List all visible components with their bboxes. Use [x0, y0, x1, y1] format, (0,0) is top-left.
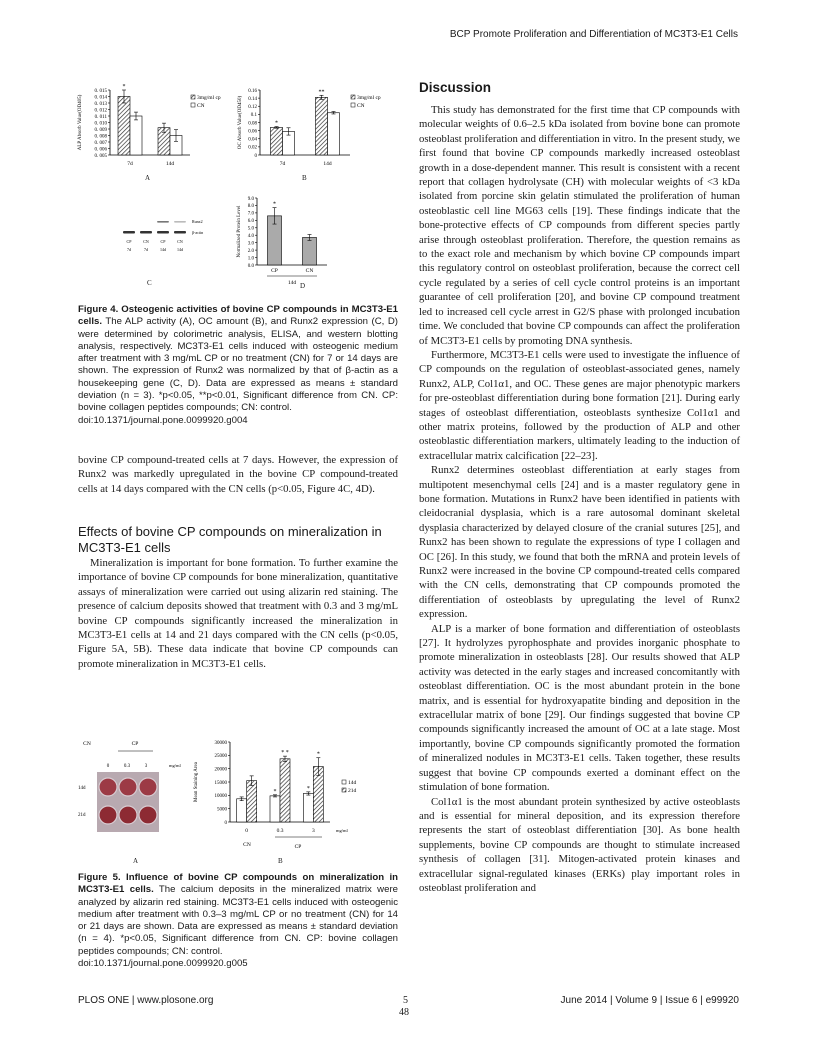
legend-label: 3mg/ml cp — [197, 95, 221, 101]
footer-journal[interactable]: PLOS ONE | www.plosone.org — [78, 995, 214, 1006]
lane-label: CP — [126, 239, 132, 244]
significance-marker: ** — [318, 89, 325, 96]
blot-band — [140, 231, 152, 234]
dose-label: 3 — [144, 764, 148, 769]
blot-band — [123, 231, 135, 234]
paragraph: Mineralization is important for bone formation. To further examine the importance of bovine CP compounds for bone mineralization, quantitative assays of mineralization were carried out using alizarin red staining. The presence of calcium deposits showed that treatment with 0.3 and 3 mg/mL bovine CP compounds significantly increased the mineralization in MC3T3-E1 cells at 14 and 21 days compared with the CN cells (p<0.05, Figure 5A, 5B). These data indicate that bovine CP compounds can promote mineralization in MC3T3-E1 cells. — [78, 557, 398, 670]
y-axis-label: Mean Staining Area — [194, 762, 199, 802]
page-stamp: 48 — [399, 1007, 409, 1018]
legend-label: 21d — [348, 788, 357, 794]
legend-label: 3mg/ml cp — [357, 95, 381, 101]
caption-text: The calcium deposits in the mineralized matrix were analyzed by alizarin red staining. MC3T3-E1 cells induced with osteogenic medium after treatment with 0.3–3 mg/mL CP or no treatment (CN) for 14 or 21 days are shown. Data are expressed as means ± standard deviation (n = 4). *p<0.05, Significant difference from CN. CP: bovine collagen peptides compounds; CN: control. — [78, 884, 398, 957]
y-tick-label: 20000 — [214, 767, 227, 773]
dose-label: 0 — [106, 764, 110, 769]
y-tick-label: 5.0 — [247, 226, 254, 232]
y-tick-label: 0.12 — [248, 105, 257, 111]
significance-marker: * — [273, 201, 276, 208]
lane-time: 14d — [160, 247, 166, 252]
panel-label-b: B — [278, 857, 283, 865]
footer-issue: June 2014 | Volume 9 | Issue 6 | e99920 — [560, 995, 739, 1006]
legend-label: CN — [197, 103, 205, 109]
bar — [316, 97, 328, 155]
y-tick-label: 4.0 — [247, 234, 254, 240]
y-tick-label: 0 — [254, 153, 257, 159]
y-tick-label: 25000 — [214, 754, 227, 760]
lane-label: CN — [143, 239, 149, 244]
significance-marker: * — [275, 120, 278, 127]
y-tick-label: 0. 005 — [94, 153, 107, 159]
lane-time: 7d — [127, 247, 131, 252]
x-tick-label: 0.3 — [276, 828, 284, 834]
page-number: 5 — [403, 995, 408, 1006]
bar — [130, 116, 142, 155]
legend-swatch — [191, 95, 195, 99]
x-tick-label: CN — [305, 268, 314, 274]
section-heading: Effects of bovine CP compounds on mineralization in MC3T3-E1 cells — [78, 524, 382, 555]
bar — [303, 793, 313, 822]
y-tick-label: 0. 006 — [94, 147, 107, 153]
unit-label: mg/ml — [336, 828, 348, 833]
band-label: β-actin — [192, 230, 204, 235]
blot-band — [157, 231, 169, 234]
bar — [237, 799, 247, 822]
y-tick-label: 0. 013 — [94, 101, 107, 107]
x-tick-label: 0 — [245, 828, 249, 834]
well — [99, 806, 117, 824]
results-continued — [78, 453, 398, 496]
bar — [270, 796, 280, 822]
significance-marker: * — [122, 84, 126, 90]
legend-swatch — [342, 780, 346, 784]
legend-swatch — [351, 95, 355, 99]
paragraph: ALP is a marker of bone formation and differentiation of osteoblasts [27]. It hydrolyzes pyrophosphate and provides inorganic phosphate to promote mineralization in osteoblasts [28]. Our results showed that ALP activity was detected in the early stages and increased concomitantly with osteoblast differentiation. OC is the most abundant protein in the bone matrix, and is essential for hydroxyapatite binding and deposition in the extracellular matrix of bone [29]. Our findings suggested that bovine CP compounds significantly increased the amount of OC at a late stage. Most importantly, bovine CP compounds significantly promoted the formation of mineralized nodules in MC3T3-E1 cells. Taken together, these results suggest that bovine CP compounds exerted a dominant effect on the stimulation of bone formation. — [419, 622, 740, 794]
bar — [247, 781, 257, 822]
well — [119, 778, 137, 796]
band-label: Runx2 — [192, 219, 203, 224]
significance-marker: * — [273, 788, 277, 795]
significance-marker: * — [306, 785, 310, 792]
blot-band — [174, 231, 186, 234]
lane-time: 7d — [144, 247, 148, 252]
y-tick-label: 0.16 — [248, 88, 257, 94]
panel-label-c: C — [147, 279, 152, 287]
y-tick-label: 0. 008 — [94, 134, 107, 140]
y-tick-label: 8.0 — [247, 204, 254, 210]
y-tick-label: 0. 007 — [94, 140, 107, 146]
figure-5a-plate — [75, 732, 195, 842]
figure-5-caption — [78, 872, 398, 970]
y-tick-label: 0. 011 — [94, 114, 107, 120]
y-tick-label: 10000 — [214, 794, 227, 800]
unit-label: mg/ml — [169, 763, 181, 768]
y-tick-label: 3.0 — [247, 241, 254, 247]
bar — [280, 759, 290, 822]
figure-5 — [75, 732, 405, 867]
legend-swatch — [342, 788, 346, 792]
bar — [303, 237, 317, 265]
group-label: 14d — [287, 280, 297, 286]
well — [99, 778, 117, 796]
running-header: BCP Promote Proliferation and Differentiation of MC3T3-E1 Cells — [449, 29, 738, 40]
significance-marker: * — [316, 751, 320, 758]
lane-time: 14d — [177, 247, 183, 252]
y-tick-label: 2.0 — [247, 248, 254, 254]
paragraph: Runx2 determines osteoblast differentiation at early stages from multipotent mesenchymal cells [24] and is a master regulatory gene in bone formation. Mutations in Runx2 have been identified in patients with cleidocranial dysplasia, which is a rare autosomal dominant skeletal dysplasia characterized by delayed closure of the cranial sutures [25], and Runx2 has been shown to regulate the expressions of type I collagen and OC [26]. In this study, we found that both the mRNA and protein levels of Runx2 were increased in the bovine CP compound-treated cells compared with the CN cells, demonstrating that CP compounds promoted the differentiation of osteoblasts by upregulating the level of Runx2 expression. — [419, 464, 740, 621]
bar — [328, 113, 340, 155]
y-tick-label: 6.0 — [247, 219, 254, 225]
legend-swatch — [351, 103, 355, 107]
paragraph: This study has demonstrated for the first time that CP compounds with molecular weights of 0.6–2.5 kDa isolated from bovine bone can promote osteoblast proliferation and differentiation in vitro. In the present study, we first found that bovine CP compounds markedly increased osteoblast growth in a dose-dependent manner. This result is consistent with a recent report that collagen hydrolysate (CH) with molecular weights of <3 kDa isolated from porcine skin gelatin stimulated the proliferation of human osteoblastic cell line MG63 cells [19]. These findings indicate that the bone-protective effects of CP compounds from different species partly arise through osteoblast proliferation. Therefore, the question remains as to the exact role and mechanism by which bovine CP compounds impart this regulatory control on osteoblast proliferation, because the correct cell cycle regulated by a series of cell cycle control proteins is an important guarantee of cell proliferation [20], and bovine CP compound treatment led to increased cell cycle arrest in G2/S phase with prolonged incubation time. We concluded that bovine CP compounds can affect the proliferation of MC3T3-E1 cells by promoting DNA synthesis. — [419, 104, 740, 347]
group-label: CN — [83, 741, 91, 747]
group-label: CN — [243, 842, 251, 848]
panel-label-a: A — [145, 174, 151, 182]
y-tick-label: 1.0 — [247, 256, 254, 262]
section-heading: Discussion — [419, 80, 492, 95]
paragraph: Furthermore, MC3T3-E1 cells were used to investigate the influence of CP compounds on the regulation of osteoblast-associated genes, namely Runx2, ALP, Col1α1, and OC. These genes are major phenotypic markers for pre-osteoblast differentiation during bone formation [21]. During early stages of osteoblast differentiation, osteoblasts synthesize Col1α1 and other matrix proteins, followed by the production of ALP and other osteoblastic differentiation markers, ultimately leading to the induction of extracellular matrix calcification [22–23]. — [419, 348, 740, 462]
y-axis-label: OC Absorb Value(OD450) — [238, 95, 243, 150]
y-tick-label: 0.14 — [248, 96, 257, 102]
x-tick-label: 3 — [311, 828, 315, 834]
x-tick-label: 14d — [323, 161, 332, 167]
x-tick-label: 7d — [127, 161, 133, 167]
y-tick-label: 9.0 — [247, 196, 254, 202]
group-label: CP — [131, 741, 139, 747]
paragraph: Col1α1 is the most abundant protein synthesized by active osteoblasts and is essential for mineral deposition, and its expression therefore represents the start of osteoblast differentiation [30]. As bone health supplements, bovine CP compounds are thought to stimulate increased synthesis of collagen [31]. Mitogen-activated protein kinases and extracellular signal-regulated kinases (ERKs) play important roles in osteoblast proliferation and — [419, 795, 740, 894]
bar — [271, 127, 283, 155]
well — [139, 778, 157, 796]
caption-title: Figure 4. Osteogenic activities of bovine CP compounds in MC3T3-E1 cells. — [78, 304, 398, 328]
paragraph: bovine CP compound-treated cells at 7 days. However, the expression of Runx2 was markedly upregulated in the bovine CP compound-treated cells at 14 days compared with the CN cells (p<0.05, Figure 4C, 4D). — [78, 454, 398, 495]
figure-4c-western-blot — [115, 210, 225, 270]
y-tick-label: 7.0 — [247, 211, 254, 217]
figure-doi[interactable]: doi:10.1371/journal.pone.0099920.g004 — [78, 414, 248, 426]
figure-4d-chart — [235, 188, 345, 293]
legend-swatch — [191, 103, 195, 107]
caption-text: The ALP activity (A), OC amount (B), and Runx2 expression (C, D) were determined by colorimetric analysis, ELISA, and western blotting analysis, respectively. MC3T3-E1 cells induced with osteogenic medium after treatment with 3 mg/mL CP or no treatment (CN) for 7 or 14 days are shown. The expression of Runx2 was normalized by that of β-actin as a housekeeping gene (C, D). Data are expressed as means ± standard deviation (n = 3). *p<0.05, **p<0.01, Significant difference from CN. CP: bovine collagen peptides compounds; CN: control. — [78, 316, 398, 414]
figure-4b-chart — [235, 82, 400, 177]
panel-label-b: B — [302, 174, 307, 182]
section-mineralization — [78, 524, 398, 671]
row-label: 21d — [78, 813, 86, 818]
y-tick-label: 0. 014 — [94, 95, 107, 101]
row-label: 14d — [78, 786, 86, 791]
x-tick-label: CP — [271, 268, 278, 274]
y-tick-label: 15000 — [214, 780, 227, 786]
y-tick-label: 0. 012 — [94, 108, 107, 114]
y-tick-label: 0.02 — [248, 145, 257, 151]
dose-label: 0.3 — [123, 764, 131, 769]
y-tick-label: 0 — [224, 820, 227, 826]
significance-marker: * * — [281, 750, 289, 757]
y-tick-label: 0.06 — [248, 129, 257, 135]
y-tick-label: 0.04 — [248, 137, 257, 143]
bar — [118, 97, 130, 156]
lane-label: CN — [177, 239, 183, 244]
blot-band — [157, 221, 169, 223]
figure-doi[interactable]: doi:10.1371/journal.pone.0099920.g005 — [78, 958, 248, 970]
y-tick-label: 30000 — [214, 740, 227, 746]
y-tick-label: 0. 010 — [94, 121, 107, 127]
x-tick-label: 7d — [279, 161, 286, 167]
figure-5b-chart — [190, 734, 400, 856]
legend-label: 14d — [348, 780, 357, 786]
y-tick-label: 5000 — [217, 807, 227, 813]
well — [139, 806, 157, 824]
legend-label: CN — [357, 103, 365, 109]
group-label: CP — [294, 844, 302, 850]
y-tick-label: 0. 009 — [94, 127, 107, 133]
figure-4 — [75, 80, 405, 295]
y-axis-label: ALP Absorb Value(OD405) — [78, 94, 83, 151]
discussion-section — [419, 80, 740, 895]
y-tick-label: 0.0 — [247, 263, 254, 269]
y-tick-label: 0.08 — [248, 121, 257, 127]
caption-title: Figure 5. Influence of bovine CP compounds on mineralization in MC3T3-E1 cells. — [78, 872, 398, 896]
figure-4-caption — [78, 304, 398, 427]
figure-4a-chart — [75, 82, 240, 177]
y-axis-label: Normalized Protein Level — [237, 205, 242, 258]
blot-band — [174, 221, 186, 223]
lane-label: CP — [160, 239, 166, 244]
well — [119, 806, 137, 824]
y-tick-label: 0.1 — [250, 113, 257, 119]
y-tick-label: 0. 015 — [94, 88, 107, 94]
panel-label-d: D — [300, 282, 306, 290]
panel-label-a: A — [133, 857, 139, 865]
x-tick-label: 14d — [165, 161, 175, 167]
